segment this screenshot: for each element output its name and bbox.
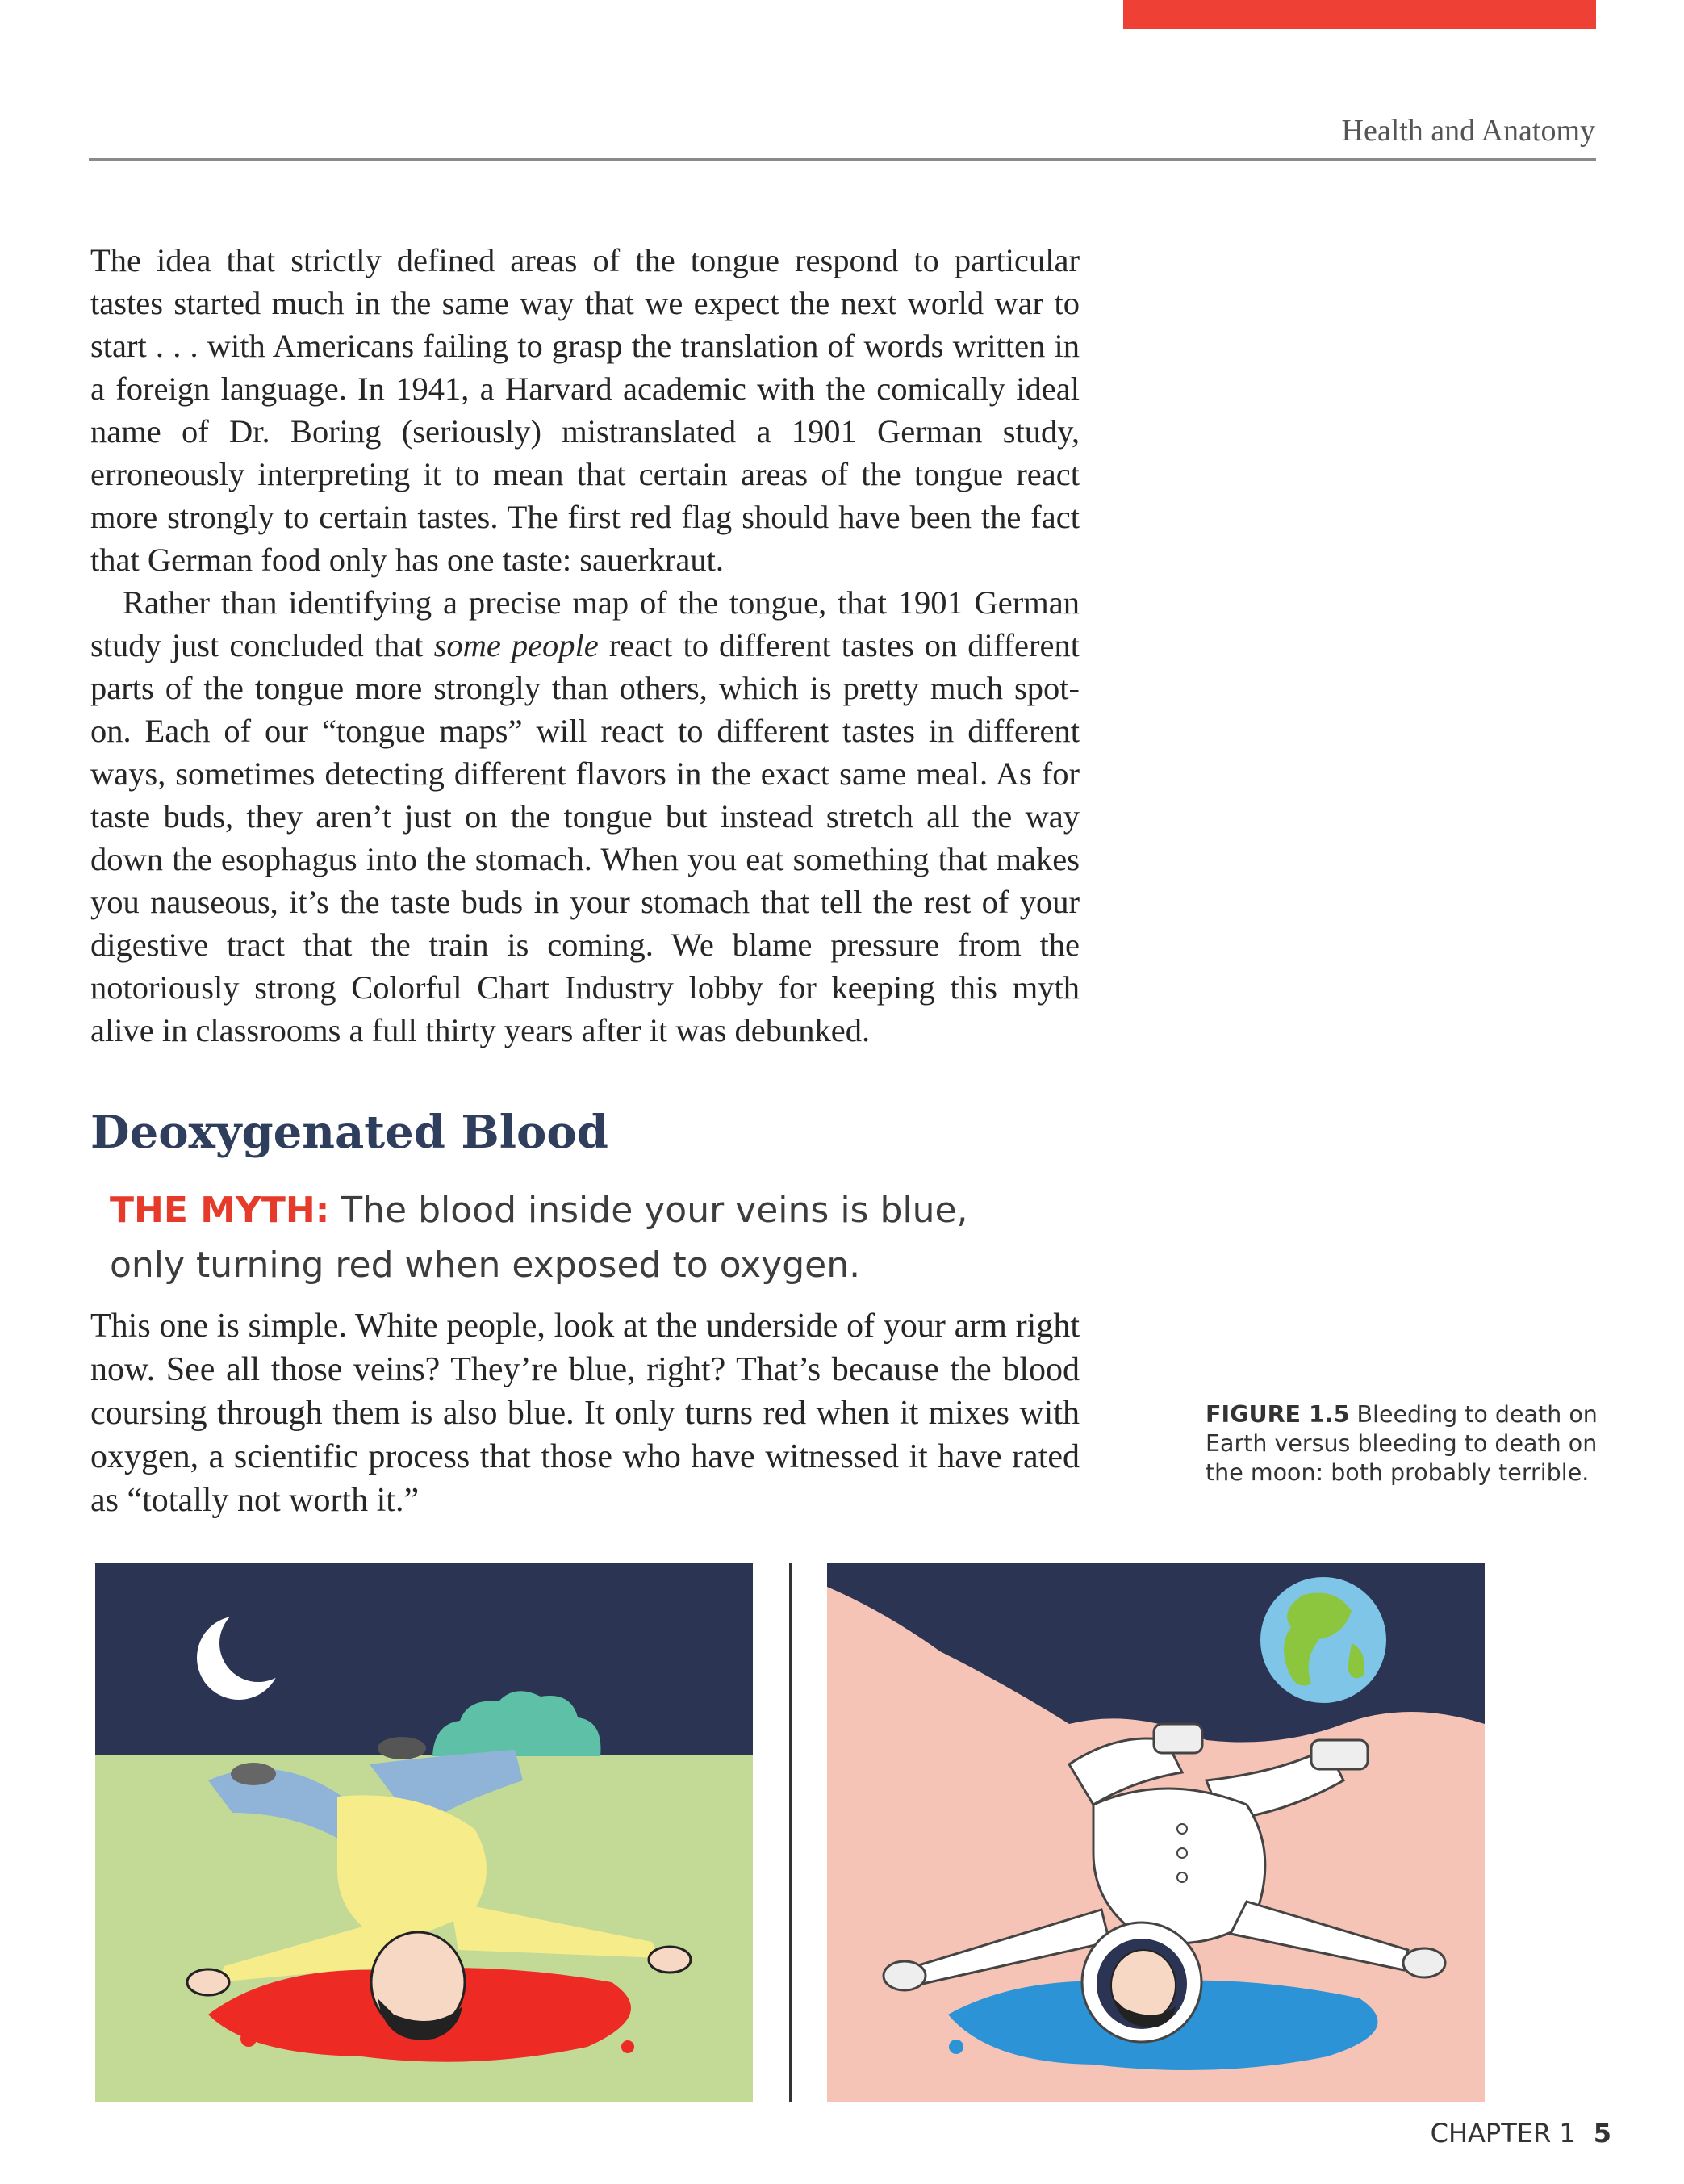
- myth-label: THE MYTH:: [110, 1190, 330, 1231]
- myth-callout: [110, 1183, 1038, 1293]
- earth-illustration: [95, 1563, 753, 2102]
- body-text-tongue: [90, 239, 1080, 1052]
- figure-caption-text: Bleeding to death on Earth versus bleeding to death on the moon: both probably terrible.: [1206, 1401, 1598, 1486]
- figure-label: FIGURE 1.5: [1206, 1401, 1350, 1428]
- chapter-color-tab: [1123, 0, 1596, 29]
- body-text-blood: [90, 1304, 1080, 1522]
- paragraph-2-emphasis: some people: [433, 627, 599, 663]
- section-title: Deoxygenated Blood: [90, 1106, 608, 1159]
- earth-icon: [1260, 1577, 1386, 1703]
- paragraph-2-start: Rather than identifying a precise map of the tongue, that 1901 German study just concluded that: [90, 584, 1080, 663]
- page-number: 5: [1593, 2118, 1611, 2148]
- paragraph-3: This one is simple. White people, look at the underside of your arm right now. See all those veins? They’re blue, right? That’s because the blood coursing through them is also blue. It only turns red when it mixes with oxygen, a scientific process that those who have witnessed it have rated as “totally not worth it.”: [90, 1307, 1080, 1519]
- figure-divider: [789, 1563, 792, 2102]
- figure-caption: [1206, 1400, 1609, 1487]
- header-rule: [89, 158, 1596, 161]
- running-head: Health and Anatomy: [1341, 114, 1595, 148]
- paragraph-2: [90, 581, 1080, 1052]
- chapter-label: CHAPTER 1: [1430, 2118, 1576, 2148]
- moon-illustration: [827, 1563, 1485, 2102]
- paragraph-1: The idea that strictly defined areas of the tongue respond to particular tastes started much in the same way that we expect the next world war to start . . . with Americans failing to grasp the translation of words written in a foreign language. In 1941, a Harvard academic with the comically ideal name of Dr. Boring (seriously) mistranslated a 1901 German study, erroneously interpreting it to mean that certain areas of the tongue react more strongly to certain tastes. The first red flag should have been the fact that German food only has one taste: sauerkraut.: [90, 242, 1080, 578]
- page-footer: [1431, 2118, 1611, 2148]
- myth-text: The blood inside your veins is blue, only turning red when exposed to oxygen.: [110, 1190, 968, 1286]
- paragraph-2-end: react to different tastes on different parts of the tongue more strongly than others, which is pretty much spot-on. Each of our “tongue maps” will react to different tastes in different ways, sometimes detecting different flavors in the exact same meal. As for taste buds, they aren’t just on the tongue but instead stretch all the way down the esophagus into the stomach. When you eat something that makes you nauseous, it’s the taste buds in your stomach that tell the rest of your digestive tract that the train is coming. We blame pressure from the notoriously strong Colorful Chart Industry lobby for keeping this myth alive in classrooms a full thirty years after it was debunked.: [90, 627, 1080, 1048]
